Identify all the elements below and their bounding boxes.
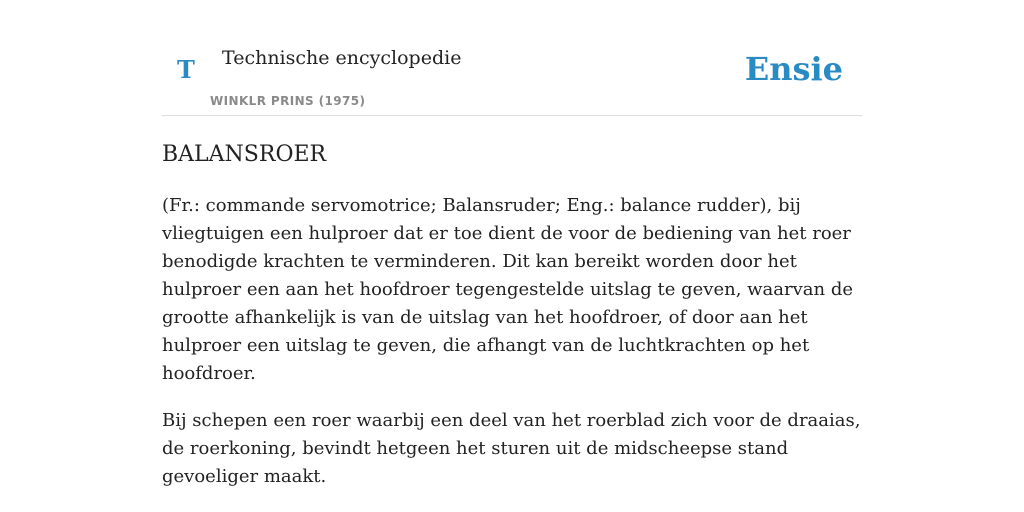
- entry-body: [162, 192, 862, 510]
- page-container: [162, 0, 862, 487]
- encyclopedia-logo[interactable]: T: [177, 55, 195, 84]
- entry-paragraph: Bij schepen een roer waarbij een deel van het roerblad zich voor de draaias, de roerkoning, bevindt hetgeen het sturen uit de midscheepse stand gevoeliger maakt.: [162, 410, 861, 487]
- entry-paragraph: (Fr.: commande servomotrice; Balansruder; Eng.: balance rudder), bij vliegtuigen een hulproer dat er toe dient de voor de bediening van het roer benodigde krachten te verminderen. Dit kan bereikt worden door het hulproer een aan het hoofdroer tegengestelde uitslag te geven, waarvan de grootte afhankelijk is van de uitslag van het hoofdroer, of door aan het hulproer een uitslag te geven, die afhangt van de luchtkrachten op het hoofdroer.: [162, 195, 854, 384]
- source-label: WINKLR PRINS (1975): [210, 94, 366, 108]
- encyclopedia-title-link[interactable]: Technische encyclopedie: [222, 47, 462, 69]
- brand-logo-link[interactable]: Ensie: [744, 50, 843, 88]
- page-header: [162, 0, 862, 116]
- entry-title: BALANSROER: [162, 142, 327, 167]
